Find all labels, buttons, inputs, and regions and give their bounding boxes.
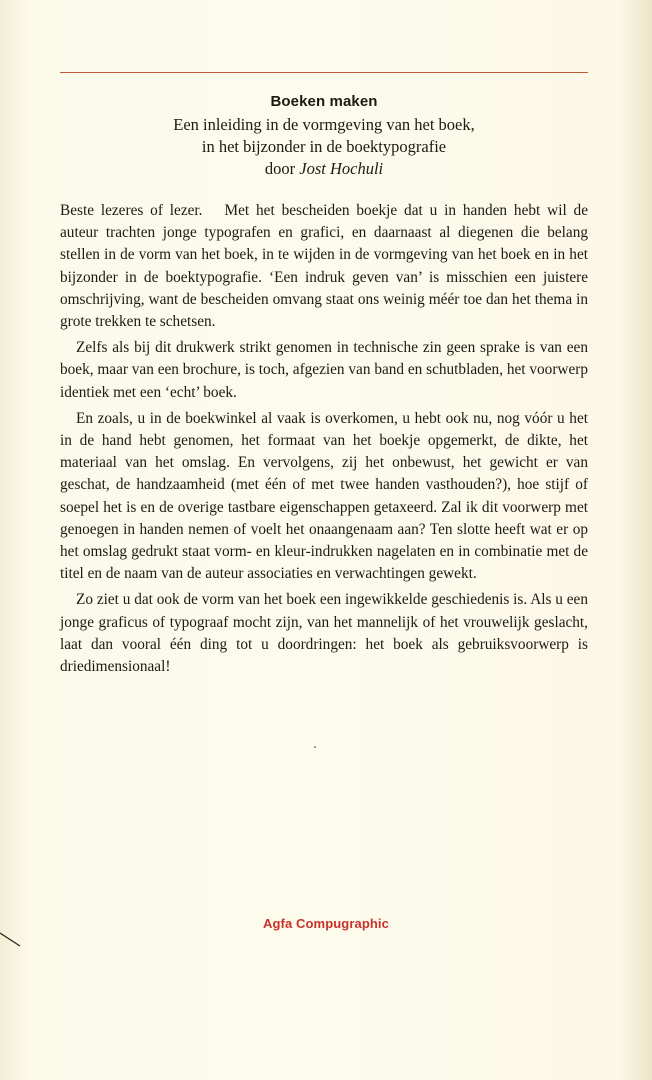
title-block bbox=[60, 88, 588, 180]
byline-prefix: door bbox=[264, 159, 300, 178]
body-text bbox=[60, 200, 588, 682]
byline bbox=[60, 158, 588, 180]
author-name: Jost Hochuli bbox=[299, 159, 384, 178]
edge-mark bbox=[0, 930, 22, 952]
subtitle-line-2: in het bijzonder in de boektypografie bbox=[201, 137, 447, 156]
paragraph-2: Zelfs als bij dit drukwerk strikt genomen in technische zin geen sprake is van een boek, maar van een brochure, is toch, afgezien van band en schutbladen, het voorwerp identiek met een ‘echt’ boek. bbox=[60, 339, 588, 401]
paragraph-1 bbox=[60, 200, 588, 333]
salutation: Beste lezeres of lezer. bbox=[60, 202, 203, 219]
top-rule bbox=[60, 72, 588, 73]
paragraph-4: Zo ziet u dat ook de vorm van het boek een ingewikkelde geschiedenis is. Als u een jonge graficus of typograaf mocht zijn, van het mannelijk of het vrouwelijk geslacht, laat dan vooral één ding tot u doordringen: het boek als gebruiksvoorwerp is driedimensionaal! bbox=[60, 591, 588, 676]
publisher-name: Agfa Compugraphic bbox=[263, 916, 389, 931]
paragraph-3: En zoals, u in de boekwinkel al vaak is overkomen, u hebt ook nu, nog vóór u het in de hand hebt genomen, het formaat van het boekje opgemerkt, de dikte, het materiaal van het omslag. En vervolgens, zij het onbewust, het gewicht er van geschat, de handzaamheid (met één of met twee handen vasthouden?), hoe stijf of soepel het is en de overige tastbare eigenschappen getaxeerd. Zal ik dit voorwerp met genoegen in handen nemen of voelt het onaangenaam aan? Ten slotte heeft wat er op het omslag gedrukt staat vorm- en kleur-indrukken nagelaten en in combinatie met de titel en de naam van de auteur associaties en verwachtingen gewekt. bbox=[60, 409, 588, 583]
paragraph-1-text: Met het bescheiden boekje dat u in handen hebt wil de auteur trachten jonge typografen en grafici, en daarnaast al diegenen die belang stellen in de vorm van het boek, in te wijden in de vormgeving van het boek en in het bijzonder in de boektypografie. ‘Een indruk geven van’ is misschien een juistere omschrijving, want de bescheiden omvang staat ons weinig méér toe dan het thema in grote trekken te schetsen. bbox=[60, 202, 588, 331]
book-title: Boeken maken bbox=[270, 93, 378, 110]
subtitle: Een inleiding in de vormgeving van het boek, bbox=[173, 115, 475, 134]
ornament-dot bbox=[314, 746, 316, 748]
